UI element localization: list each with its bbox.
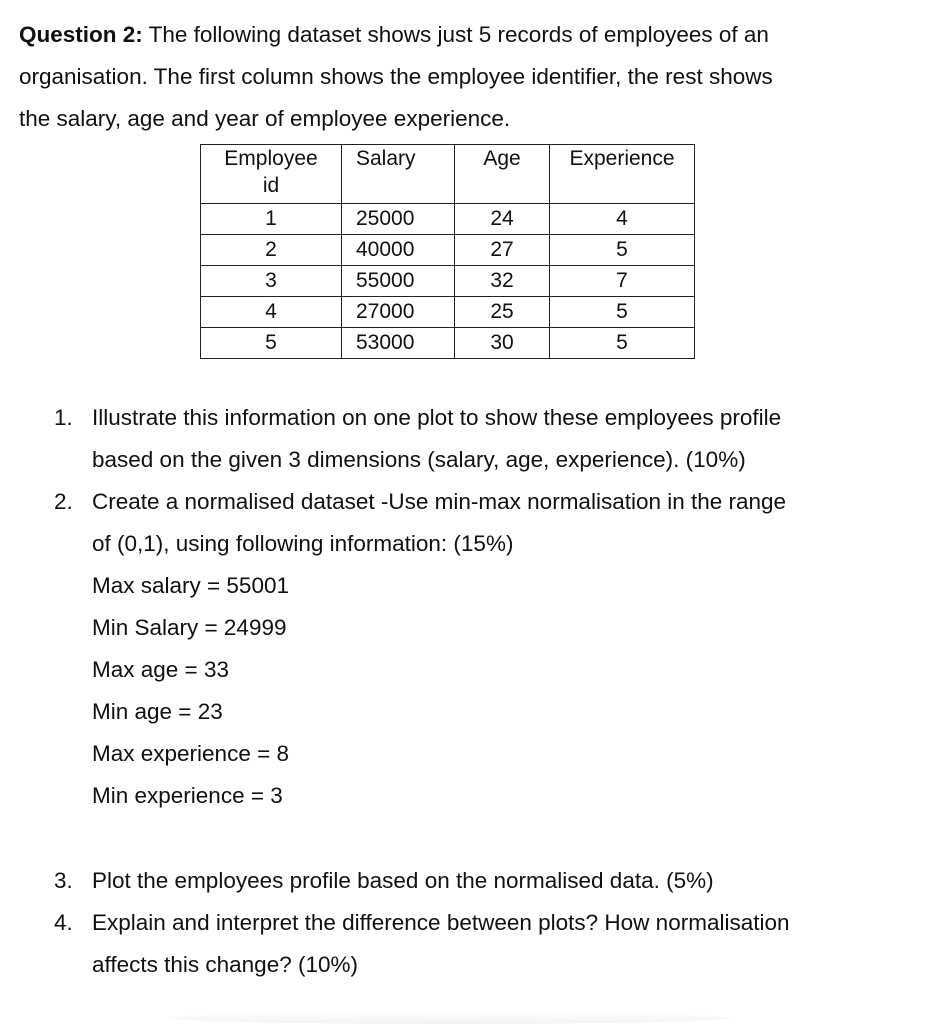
cell-experience: 5 bbox=[550, 297, 695, 328]
task-3 bbox=[54, 860, 882, 902]
cell-age: 30 bbox=[455, 328, 550, 359]
cell-experience: 5 bbox=[550, 235, 695, 266]
header-salary: Salary bbox=[342, 145, 455, 204]
task-1-line-1: Illustrate this information on one plot to show these employees profile bbox=[92, 405, 782, 430]
task-2-number: 2. bbox=[54, 489, 73, 514]
cell-age: 24 bbox=[455, 204, 550, 235]
table-row bbox=[201, 235, 695, 266]
cell-id: 2 bbox=[201, 235, 342, 266]
cell-experience: 7 bbox=[550, 266, 695, 297]
task-3-number: 3. bbox=[54, 868, 73, 893]
table-row bbox=[201, 204, 695, 235]
cell-salary: 53000 bbox=[342, 328, 455, 359]
cell-id: 1 bbox=[201, 204, 342, 235]
cell-age: 27 bbox=[455, 235, 550, 266]
cell-salary: 27000 bbox=[342, 297, 455, 328]
intro-line-3: the salary, age and year of employee experience. bbox=[19, 106, 511, 131]
task-1 bbox=[54, 397, 882, 481]
cell-experience: 5 bbox=[550, 328, 695, 359]
task-3-line-1: Plot the employees profile based on the normalised data. (5%) bbox=[92, 868, 714, 893]
cell-salary: 55000 bbox=[342, 266, 455, 297]
table-row bbox=[201, 297, 695, 328]
header-age: Age bbox=[455, 145, 550, 204]
intro-text-1: The following dataset shows just 5 records of employees of an bbox=[142, 22, 769, 47]
question-label: Question 2: bbox=[19, 22, 143, 47]
task-1-number: 1. bbox=[54, 405, 73, 430]
page-edge-shadow bbox=[170, 1012, 730, 1024]
task-4-line-1: Explain and interpret the difference between plots? How normalisation bbox=[92, 910, 790, 935]
cell-age: 32 bbox=[455, 266, 550, 297]
cell-salary: 25000 bbox=[342, 204, 455, 235]
employee-table bbox=[200, 144, 695, 359]
question-intro bbox=[19, 14, 919, 140]
param-max-salary: Max salary = 55001 bbox=[92, 573, 289, 598]
param-min-age: Min age = 23 bbox=[92, 699, 223, 724]
cell-id: 4 bbox=[201, 297, 342, 328]
task-2-line-2: of (0,1), using following information: (15%) bbox=[92, 531, 514, 556]
header-experience: Experience bbox=[550, 145, 695, 204]
table-row bbox=[201, 266, 695, 297]
intro-line-1 bbox=[19, 14, 919, 56]
table-header-row bbox=[201, 145, 695, 204]
task-2-line-1: Create a normalised dataset -Use min-max normalisation in the range bbox=[92, 489, 787, 514]
param-max-age: Max age = 33 bbox=[92, 657, 229, 682]
cell-id: 3 bbox=[201, 266, 342, 297]
cell-salary: 40000 bbox=[342, 235, 455, 266]
cell-experience: 4 bbox=[550, 204, 695, 235]
task-4-number: 4. bbox=[54, 910, 73, 935]
param-max-experience: Max experience = 8 bbox=[92, 741, 289, 766]
cell-age: 25 bbox=[455, 297, 550, 328]
param-min-experience: Min experience = 3 bbox=[92, 783, 283, 808]
task-4 bbox=[54, 902, 882, 986]
task-4-line-2: affects this change? (10%) bbox=[92, 952, 358, 977]
table-row bbox=[201, 328, 695, 359]
intro-line-2: organisation. The first column shows the employee identifier, the rest shows bbox=[19, 64, 773, 89]
task-2 bbox=[54, 481, 882, 565]
header-employee-id: Employee id bbox=[201, 145, 342, 204]
param-min-salary: Min Salary = 24999 bbox=[92, 615, 287, 640]
task-1-line-2: based on the given 3 dimensions (salary, age, experience). (10%) bbox=[92, 447, 746, 472]
cell-id: 5 bbox=[201, 328, 342, 359]
